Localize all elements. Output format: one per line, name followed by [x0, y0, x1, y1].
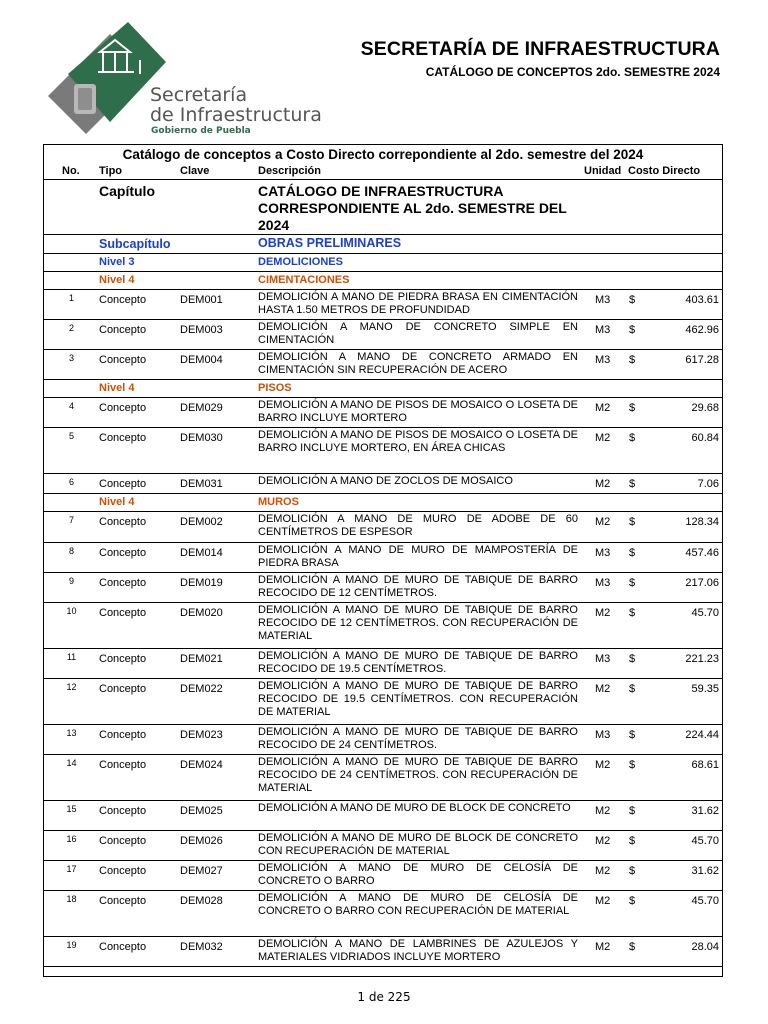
cell-clave: DEM027	[180, 865, 223, 877]
table-row	[44, 512, 722, 543]
cell-descripcion: DEMOLICIÓN A MANO DE PISOS DE MOSAICO O LOSETA DE BARRO INCLUYE MORTERO	[258, 399, 578, 424]
cell-costo: 31.62	[691, 805, 719, 817]
cell-no: 19	[66, 940, 77, 950]
cell-unidad: M2	[595, 895, 611, 907]
cell-currency: $	[629, 478, 636, 490]
cell-unidad: M2	[595, 759, 611, 771]
cell-tipo: Concepto	[99, 805, 147, 817]
table-row	[44, 603, 722, 649]
cell-descripcion: DEMOLICIÓN A MANO DE MURO DE TABIQUE DE BARRO RECOCIDO DE 24 CENTÍMETROS.	[258, 726, 578, 751]
cell-costo: 45.70	[691, 835, 719, 847]
cell-tipo: Concepto	[99, 653, 147, 665]
cell-clave: DEM030	[180, 432, 223, 444]
cell-clave: DEM014	[180, 547, 223, 559]
cell-descripcion: CIMENTACIONES	[258, 274, 350, 286]
cell-descripcion: DEMOLICIÓN A MANO DE MURO DE TABIQUE DE BARRO RECOCIDO DE 19.5 CENTÍMETROS. CON RECUPERACIÓN DE MATERIAL	[258, 680, 578, 718]
cell-tipo: Concepto	[99, 432, 147, 444]
table-row	[44, 801, 722, 831]
cell-tipo: Nivel 4	[99, 496, 135, 508]
cell-unidad: M3	[595, 729, 611, 741]
cell-descripcion: DEMOLICIONES	[258, 256, 343, 268]
cell-costo: 457.46	[685, 547, 719, 559]
cell-unidad: M2	[595, 805, 611, 817]
cell-tipo: Nivel 4	[99, 382, 135, 394]
logo-text-line1: Secretaría	[150, 84, 248, 106]
cell-clave: DEM023	[180, 729, 223, 741]
cell-costo: 45.70	[691, 607, 719, 619]
cell-costo: 224.44	[685, 729, 719, 741]
cell-no: 4	[68, 401, 74, 411]
cell-clave: DEM022	[180, 683, 223, 695]
cell-tipo: Concepto	[99, 516, 147, 528]
cell-no: 1	[68, 293, 74, 303]
col-header-unidad: Unidad	[584, 165, 622, 177]
cell-currency: $	[629, 547, 636, 559]
cell-costo: 128.34	[685, 516, 719, 528]
cell-currency: $	[629, 865, 636, 877]
table-row	[44, 679, 722, 725]
cell-no: 5	[68, 431, 74, 441]
cell-descripcion: DEMOLICIÓN A MANO DE MURO DE CELOSÍA DE CONCRETO O BARRO CON RECUPERACIÓN DE MATERIAL	[258, 892, 578, 917]
table-group-row	[44, 180, 722, 235]
cell-currency: $	[629, 516, 636, 528]
table-group-row	[44, 235, 722, 254]
cell-currency: $	[629, 805, 636, 817]
table-header	[44, 164, 722, 180]
cell-no: 15	[66, 804, 77, 814]
cell-clave: DEM019	[180, 577, 223, 589]
cell-descripcion: PISOS	[258, 382, 292, 394]
cell-descripcion: DEMOLICIÓN A MANO DE PISOS DE MOSAICO O LOSETA DE BARRO INCLUYE MORTERO, EN ÁREA CHICAS	[258, 429, 578, 454]
cell-descripcion: DEMOLICIÓN A MANO DE CONCRETO ARMADO EN CIMENTACIÓN SIN RECUPERACIÓN DE ACERO	[258, 351, 578, 376]
cell-unidad: M2	[595, 835, 611, 847]
table-row	[44, 350, 722, 380]
col-header-tipo: Tipo	[99, 165, 123, 177]
table-row	[44, 891, 722, 937]
cell-costo: 60.84	[691, 432, 719, 444]
table-row	[44, 831, 722, 861]
cell-unidad: M2	[595, 478, 611, 490]
cell-currency: $	[629, 683, 636, 695]
table-row	[44, 755, 722, 801]
table-row	[44, 398, 722, 428]
catalog-table	[43, 144, 723, 977]
cell-tipo: Concepto	[99, 577, 147, 589]
col-header-descripcion: Descripción	[258, 165, 321, 177]
cell-descripcion: DEMOLICIÓN A MANO DE LAMBRINES DE AZULEJOS Y MATERIALES VIDRIADOS INCLUYE MORTERO	[258, 938, 578, 963]
cell-currency: $	[629, 402, 636, 414]
cell-tipo: Concepto	[99, 478, 147, 490]
cell-descripcion: DEMOLICIÓN A MANO DE MURO DE TABIQUE DE BARRO RECOCIDO DE 24 CENTÍMETROS. CON RECUPERACIÓN DE MATERIAL	[258, 756, 578, 794]
cell-costo: 7.06	[697, 478, 719, 490]
table-group-row	[44, 380, 722, 398]
cell-clave: DEM003	[180, 324, 223, 336]
cell-tipo: Concepto	[99, 294, 147, 306]
table-body	[44, 180, 722, 967]
cell-no: 12	[66, 682, 77, 692]
cell-tipo: Capítulo	[99, 183, 155, 199]
cell-descripcion: DEMOLICIÓN A MANO DE MURO DE TABIQUE DE BARRO RECOCIDO DE 12 CENTÍMETROS. CON RECUPERACIÓN DE MATERIAL	[258, 604, 578, 642]
cell-no: 10	[66, 606, 77, 616]
table-row	[44, 573, 722, 603]
cell-tipo: Concepto	[99, 607, 147, 619]
cell-clave: DEM004	[180, 354, 223, 366]
cell-descripcion: DEMOLICIÓN A MANO DE MURO DE TABIQUE DE BARRO RECOCIDO DE 19.5 CENTÍMETROS.	[258, 650, 578, 675]
cell-clave: DEM002	[180, 516, 223, 528]
cell-descripcion: DEMOLICIÓN A MANO DE MURO DE MAMPOSTERÍA DE PIEDRA BRASA	[258, 544, 578, 569]
cell-clave: DEM021	[180, 653, 223, 665]
table-group-row	[44, 254, 722, 272]
cell-unidad: M3	[595, 653, 611, 665]
table-row	[44, 937, 722, 967]
cell-clave: DEM032	[180, 941, 223, 953]
cell-descripcion: DEMOLICIÓN A MANO DE CONCRETO SIMPLE EN CIMENTACIÓN	[258, 321, 578, 346]
cell-currency: $	[629, 653, 636, 665]
cell-no: 2	[68, 323, 74, 333]
table-row	[44, 474, 722, 494]
cell-clave: DEM029	[180, 402, 223, 414]
cell-currency: $	[629, 354, 636, 366]
cell-tipo: Nivel 3	[99, 256, 135, 268]
cell-no: 18	[66, 894, 77, 904]
cell-costo: 217.06	[685, 577, 719, 589]
cell-tipo: Concepto	[99, 354, 147, 366]
cell-tipo: Concepto	[99, 683, 147, 695]
cell-unidad: M3	[595, 547, 611, 559]
cell-currency: $	[629, 895, 636, 907]
cell-descripcion: DEMOLICIÓN A MANO DE MURO DE BLOCK DE CONCRETO CON RECUPERACIÓN DE MATERIAL	[258, 832, 578, 857]
cell-tipo: Subcapítulo	[99, 237, 171, 251]
table-title: Catálogo de conceptos a Costo Directo correpondiente al 2do. semestre del 2024	[122, 147, 644, 162]
table-row	[44, 649, 722, 679]
cell-no: 14	[66, 758, 77, 768]
cell-no: 3	[68, 353, 74, 363]
cell-no: 11	[66, 652, 77, 662]
cell-currency: $	[629, 577, 636, 589]
cell-no: 6	[68, 477, 74, 487]
cell-unidad: M3	[595, 324, 611, 336]
cell-unidad: M2	[595, 683, 611, 695]
cell-tipo: Concepto	[99, 835, 147, 847]
cell-tipo: Concepto	[99, 547, 147, 559]
cell-no: 17	[66, 864, 77, 874]
cell-costo: 617.28	[685, 354, 719, 366]
table-row	[44, 543, 722, 573]
cell-currency: $	[629, 759, 636, 771]
table-row	[44, 861, 722, 891]
cell-clave: DEM028	[180, 895, 223, 907]
cell-unidad: M2	[595, 516, 611, 528]
cell-currency: $	[629, 607, 636, 619]
cell-unidad: M3	[595, 354, 611, 366]
cell-descripcion: DEMOLICIÓN A MANO DE PIEDRA BRASA EN CIMENTACIÓN HASTA 1.50 METROS DE PROFUNDIDAD	[258, 291, 578, 316]
cell-currency: $	[629, 432, 636, 444]
cell-currency: $	[629, 835, 636, 847]
cell-unidad: M2	[595, 865, 611, 877]
col-header-clave: Clave	[180, 165, 210, 177]
cell-tipo: Concepto	[99, 865, 147, 877]
col-header-no: No.	[62, 165, 80, 177]
page-subtitle: CATÁLOGO DE CONCEPTOS 2do. SEMESTRE 2024	[425, 65, 720, 79]
cell-tipo: Concepto	[99, 324, 147, 336]
cell-tipo: Concepto	[99, 402, 147, 414]
page-title: SECRETARÍA DE INFRAESTRUCTURA	[360, 38, 720, 60]
table-row	[44, 320, 722, 350]
cell-clave: DEM020	[180, 607, 223, 619]
cell-tipo: Concepto	[99, 895, 147, 907]
cell-costo: 28.04	[691, 941, 719, 953]
cell-no: 13	[66, 728, 77, 738]
cell-descripcion: MUROS	[258, 496, 299, 508]
logo-text-line3: Gobierno de Puebla	[151, 126, 251, 136]
table-group-row	[44, 272, 722, 290]
cell-clave: DEM031	[180, 478, 223, 490]
cell-no: 16	[66, 834, 77, 844]
cell-unidad: M2	[595, 607, 611, 619]
cell-unidad: M2	[595, 402, 611, 414]
cell-costo: 221.23	[685, 653, 719, 665]
table-row	[44, 290, 722, 320]
cell-unidad: M2	[595, 432, 611, 444]
cell-tipo: Nivel 4	[99, 274, 135, 286]
cell-clave: DEM001	[180, 294, 223, 306]
cell-currency: $	[629, 729, 636, 741]
cell-descripcion: DEMOLICIÓN A MANO DE MURO DE TABIQUE DE BARRO RECOCIDO DE 12 CENTÍMETROS.	[258, 574, 578, 599]
table-row	[44, 428, 722, 474]
cell-tipo: Concepto	[99, 729, 147, 741]
cell-no: 8	[68, 546, 74, 556]
logo-text-line2: de Infraestructura	[150, 104, 322, 126]
cell-descripcion: CATÁLOGO DE INFRAESTRUCTURA CORRESPONDIENTE AL 2do. SEMESTRE DEL 2024	[258, 183, 567, 233]
cell-no: 7	[68, 515, 74, 525]
cell-currency: $	[629, 324, 636, 336]
cell-costo: 59.35	[691, 683, 719, 695]
cell-descripcion: OBRAS PRELIMINARES	[258, 236, 402, 250]
cell-unidad: M3	[595, 294, 611, 306]
cell-descripcion: DEMOLICIÓN A MANO DE MURO DE ADOBE DE 60 CENTÍMETROS DE ESPESOR	[258, 513, 578, 538]
cell-costo: 68.61	[691, 759, 719, 771]
cell-clave: DEM024	[180, 759, 223, 771]
cell-currency: $	[629, 941, 636, 953]
cell-descripcion: DEMOLICIÓN A MANO DE MURO DE CELOSÍA DE CONCRETO O BARRO	[258, 862, 578, 887]
cell-tipo: Concepto	[99, 941, 147, 953]
cell-clave: DEM026	[180, 835, 223, 847]
table-group-row	[44, 494, 722, 512]
cell-costo: 31.62	[691, 865, 719, 877]
cell-costo: 403.61	[685, 294, 719, 306]
cell-clave: DEM025	[180, 805, 223, 817]
page-number: 1 de 225	[357, 990, 411, 1004]
cell-currency: $	[629, 294, 636, 306]
col-header-costo: Costo Directo	[628, 165, 701, 177]
cell-costo: 45.70	[691, 895, 719, 907]
cell-tipo: Concepto	[99, 759, 147, 771]
cell-costo: 462.96	[685, 324, 719, 336]
cell-costo: 29.68	[691, 402, 719, 414]
cell-unidad: M2	[595, 941, 611, 953]
cell-descripcion: DEMOLICIÓN A MANO DE ZOCLOS DE MOSAICO	[258, 475, 513, 487]
cell-no: 9	[68, 576, 74, 586]
cell-descripcion: DEMOLICIÓN A MANO DE MURO DE BLOCK DE CONCRETO	[258, 802, 571, 814]
cell-unidad: M3	[595, 577, 611, 589]
table-row	[44, 725, 722, 755]
